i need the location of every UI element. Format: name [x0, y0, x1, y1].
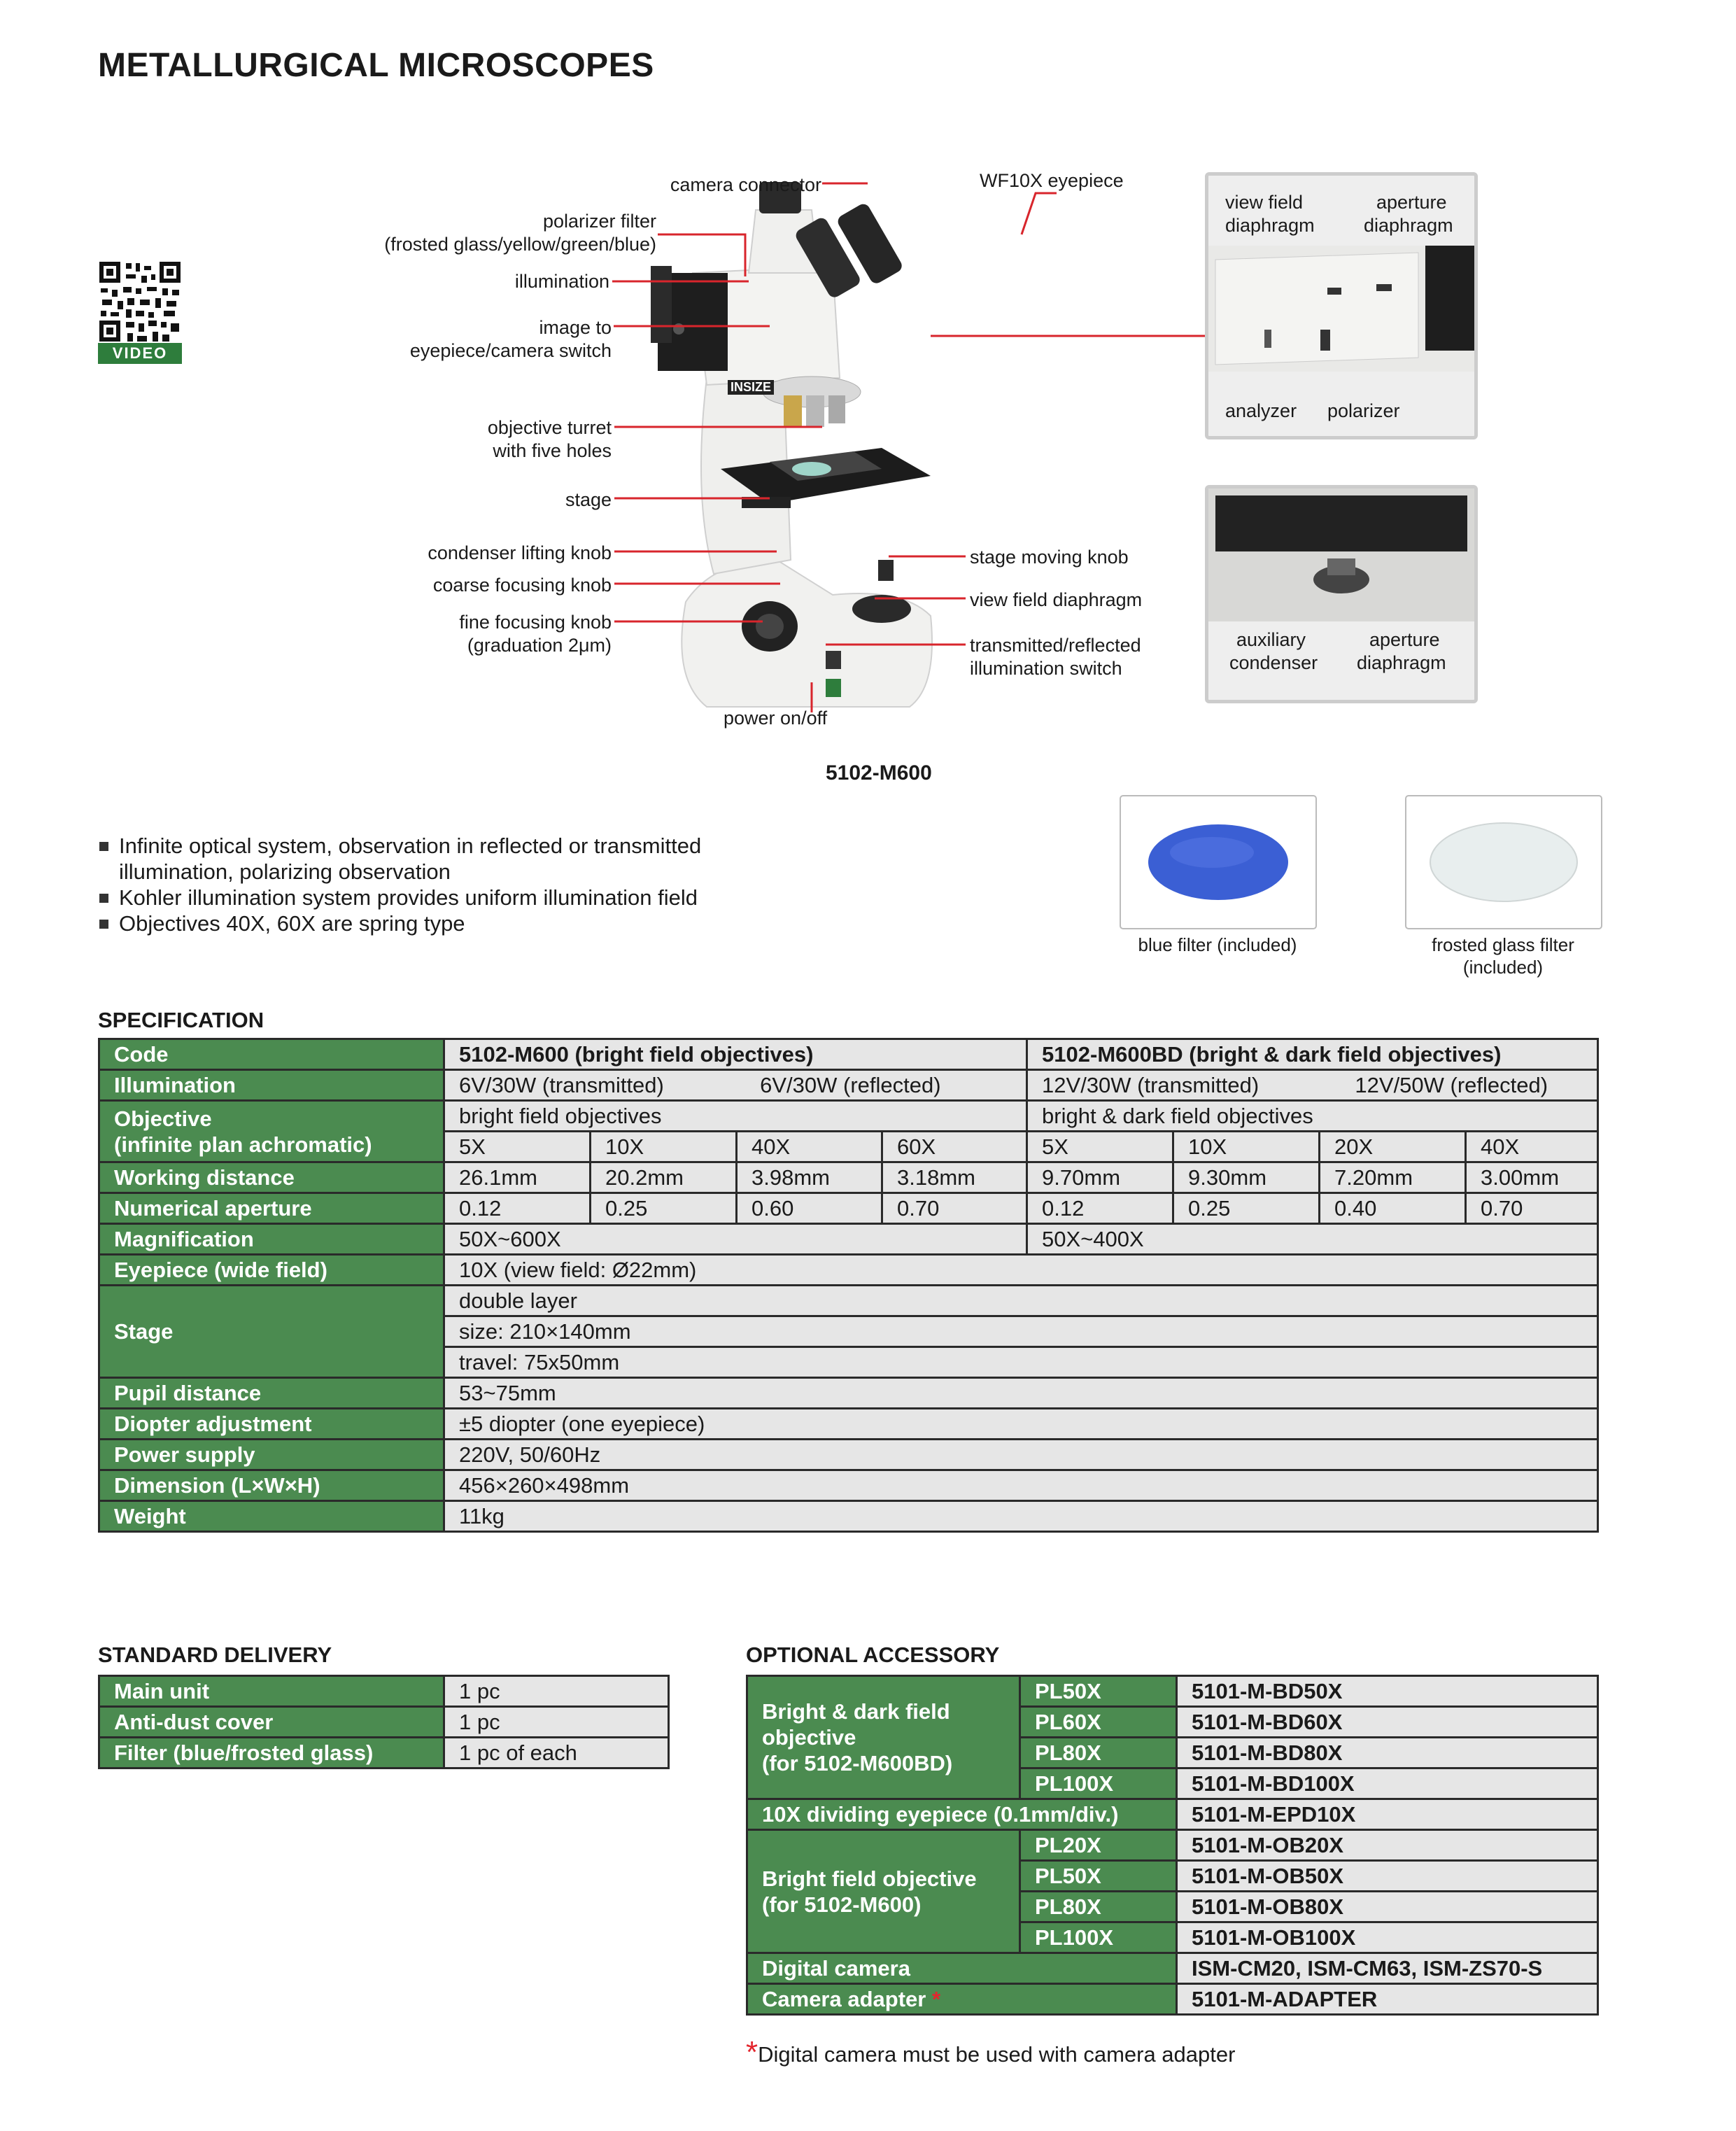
spec-label: Power supply — [99, 1440, 444, 1470]
accessory-code: 5101-M-OB20X — [1177, 1830, 1598, 1861]
accessory-code: 5101-M-EPD10X — [1177, 1799, 1598, 1830]
wd-cell: 9.70mm — [1027, 1162, 1173, 1193]
label-polarizer-filter-types: (frosted glass/yellow/green/blue) — [384, 234, 656, 255]
spec-value: size: 210×140mm — [444, 1316, 1598, 1347]
feature-item-continued: illumination, polarizing observation — [119, 859, 451, 884]
na-cell: 0.25 — [591, 1193, 737, 1224]
mag-cell: 5X — [1027, 1132, 1173, 1162]
accessory-objective: PL20X — [1020, 1830, 1177, 1861]
spec-row-magnification — [99, 1224, 1598, 1255]
delivery-table — [98, 1675, 670, 1769]
accessory-code: 5101-M-BD100X — [1177, 1768, 1598, 1799]
accessory-code: 5101-M-BD50X — [1177, 1676, 1598, 1707]
delivery-item: Filter (blue/frosted glass) — [99, 1738, 444, 1768]
accessory-code: 5101-M-BD80X — [1177, 1738, 1598, 1768]
accessory-objective: PL60X — [1020, 1707, 1177, 1738]
inset-label-condenser: condenser — [1229, 652, 1318, 673]
video-badge: VIDEO — [112, 344, 168, 362]
spec-label: Magnification — [99, 1224, 444, 1255]
spec-row-code — [99, 1039, 1598, 1070]
inset-bottom-photo — [1208, 488, 1474, 621]
spec-heading: SPECIFICATION — [98, 1008, 264, 1032]
bd-label-3: (for 5102-M600BD) — [762, 1751, 953, 1775]
spec-row-working-distance — [99, 1162, 1598, 1193]
wd-cell: 7.20mm — [1320, 1162, 1466, 1193]
model-caption: 5102-M600 — [826, 761, 932, 785]
spec-value: bright & dark field objectives — [1027, 1101, 1598, 1132]
spec-row-weight — [99, 1501, 1598, 1532]
label-camera-connector: camera connector — [670, 174, 821, 195]
accessory-objective: PL100X — [1020, 1768, 1177, 1799]
page-title: METALLURGICAL MICROSCOPES — [98, 47, 654, 84]
label-power-on-off: power on/off — [724, 708, 828, 729]
adapter-label: Camera adapter — [762, 1987, 926, 2011]
accessory-objective: PL50X — [1020, 1861, 1177, 1892]
spec-value: travel: 75x50mm — [444, 1347, 1598, 1378]
accessory-code: 5101-M-BD60X — [1177, 1707, 1598, 1738]
delivery-row — [99, 1707, 669, 1738]
spec-row-numerical-aperture — [99, 1193, 1598, 1224]
spec-value — [444, 1070, 1027, 1101]
accessory-code: 5101-M-OB100X — [1177, 1922, 1598, 1953]
accessory-row — [747, 1984, 1598, 2015]
objective-label-1: Objective — [114, 1106, 212, 1131]
spec-value: 11kg — [444, 1501, 1598, 1532]
spec-value: bright field objectives — [444, 1101, 1027, 1132]
spec-table — [98, 1038, 1599, 1533]
label-view-field-diaphragm: view field diaphragm — [970, 589, 1143, 610]
na-cell: 0.12 — [1027, 1193, 1173, 1224]
delivery-qty: 1 pc — [444, 1676, 669, 1707]
spec-label: Eyepiece (wide field) — [99, 1255, 444, 1286]
accessory-code: 5101-M-ADAPTER — [1177, 1984, 1598, 2015]
spec-row-power — [99, 1440, 1598, 1470]
accessory-row — [747, 1953, 1598, 1984]
label-transmitted-reflected-switch: transmitted/reflected — [970, 635, 1141, 656]
delivery-heading: STANDARD DELIVERY — [98, 1643, 332, 1667]
mag-cell: 10X — [591, 1132, 737, 1162]
spec-value: double layer — [444, 1286, 1598, 1316]
spec-row-pupil — [99, 1378, 1598, 1409]
accessory-table — [746, 1675, 1599, 2016]
na-cell: 0.70 — [1466, 1193, 1598, 1224]
accessory-code: ISM-CM20, ISM-CM63, ISM-ZS70-S — [1177, 1953, 1598, 1984]
inset-label-diaphragm-a: diaphragm — [1225, 215, 1315, 236]
inset-label-aperture: aperture — [1376, 192, 1447, 213]
label-image-switch-line2: eyepiece/camera switch — [409, 340, 612, 361]
mag-cell: 40X — [1466, 1132, 1598, 1162]
wd-cell: 3.00mm — [1466, 1162, 1598, 1193]
na-cell: 0.25 — [1173, 1193, 1320, 1224]
spec-row-dimension — [99, 1470, 1598, 1501]
accessory-row — [747, 1799, 1598, 1830]
wd-cell: 3.98mm — [737, 1162, 882, 1193]
mag-cell: 40X — [737, 1132, 882, 1162]
spec-value: 5102-M600 (bright field objectives) — [444, 1039, 1027, 1070]
wd-cell: 9.30mm — [1173, 1162, 1320, 1193]
label-illumination: illumination — [514, 271, 609, 292]
inset-top-photo — [1208, 246, 1474, 372]
feature-item: Objectives 40X, 60X are spring type — [98, 910, 701, 936]
frosted-glass-filter-image — [1405, 795, 1602, 929]
feature-list — [98, 833, 701, 936]
mag-cell: 5X — [444, 1132, 591, 1162]
inset-label-analyzer: analyzer — [1225, 400, 1297, 421]
illum-a-transmitted: 6V/30W (transmitted) — [459, 1073, 664, 1097]
objective-label-2: (infinite plan achromatic) — [114, 1132, 372, 1157]
label-fine-focusing-knob: fine focusing knob — [459, 612, 612, 633]
accessory-label — [747, 1984, 1177, 2015]
accessory-objective: PL50X — [1020, 1676, 1177, 1707]
label-image-switch: image to — [539, 317, 612, 338]
spec-row-objective — [99, 1101, 1598, 1132]
spec-row-diopter — [99, 1409, 1598, 1440]
delivery-row — [99, 1738, 669, 1768]
accessory-objective: PL80X — [1020, 1892, 1177, 1922]
accessory-group-label — [747, 1830, 1020, 1953]
delivery-qty: 1 pc — [444, 1707, 669, 1738]
spec-label: Dimension (L×W×H) — [99, 1470, 444, 1501]
inset-diaphragm-detail — [1205, 172, 1478, 439]
spec-label: Working distance — [99, 1162, 444, 1193]
brand-mark: INSIZE — [728, 380, 774, 395]
wd-cell: 3.18mm — [882, 1162, 1027, 1193]
feature-item: Infinite optical system, observation in reflected or transmitted — [98, 833, 701, 859]
spec-label: Illumination — [99, 1070, 444, 1101]
delivery-qty: 1 pc of each — [444, 1738, 669, 1768]
spec-label: Weight — [99, 1501, 444, 1532]
accessory-code: 5101-M-OB50X — [1177, 1861, 1598, 1892]
mag-cell: 60X — [882, 1132, 1027, 1162]
spec-label: Pupil distance — [99, 1378, 444, 1409]
accessory-code: 5101-M-OB80X — [1177, 1892, 1598, 1922]
spec-value — [1027, 1070, 1598, 1101]
label-coarse-focusing-knob: coarse focusing knob — [432, 575, 612, 596]
accessory-group-label — [747, 1676, 1020, 1799]
na-cell: 0.12 — [444, 1193, 591, 1224]
inset-label-view-field: view field — [1225, 192, 1304, 213]
wd-cell: 26.1mm — [444, 1162, 591, 1193]
footnote-asterisk: * — [746, 2035, 758, 2069]
inset-label-auxiliary: auxiliary — [1236, 629, 1306, 650]
accessory-label: 10X dividing eyepiece (0.1mm/div.) — [747, 1799, 1177, 1830]
na-cell: 0.40 — [1320, 1193, 1466, 1224]
label-wf10x-eyepiece: WF10X eyepiece — [980, 170, 1124, 191]
accessory-label: Digital camera — [747, 1953, 1177, 1984]
mag-cell: 10X — [1173, 1132, 1320, 1162]
delivery-item: Main unit — [99, 1676, 444, 1707]
spec-row-eyepiece — [99, 1255, 1598, 1286]
spec-value: 50X~400X — [1027, 1224, 1598, 1255]
blue-filter-image — [1120, 795, 1317, 929]
delivery-item: Anti-dust cover — [99, 1707, 444, 1738]
label-illumination-switch: illumination switch — [970, 658, 1122, 679]
inset-label-diaphragm-c: diaphragm — [1357, 652, 1446, 673]
label-objective-turret-line2: with five holes — [493, 440, 612, 461]
accessory-row — [747, 1830, 1598, 1861]
illum-b-reflected: 12V/50W (reflected) — [1355, 1073, 1548, 1097]
spec-label: Code — [99, 1039, 444, 1070]
label-fine-focusing-graduation: (graduation 2μm) — [467, 635, 612, 656]
frosted-filter-caption-1: frosted glass filter — [1432, 934, 1574, 955]
bd-label-2: objective — [762, 1725, 856, 1750]
inset-label-aperture-b: aperture — [1369, 629, 1440, 650]
illum-b-transmitted: 12V/30W (transmitted) — [1042, 1073, 1259, 1097]
spec-value: 5102-M600BD (bright & dark field objectives) — [1027, 1039, 1598, 1070]
spec-row-illumination — [99, 1070, 1598, 1101]
bf-label-1: Bright field objective — [762, 1866, 977, 1891]
inset-label-diaphragm-b: diaphragm — [1364, 215, 1453, 236]
spec-value: ±5 diopter (one eyepiece) — [444, 1409, 1598, 1440]
spec-row-stage — [99, 1286, 1598, 1316]
accessory-heading: OPTIONAL ACCESSORY — [746, 1643, 1000, 1667]
inset-condenser-detail — [1205, 485, 1478, 703]
label-polarizer-filter: polarizer filter — [542, 211, 656, 232]
footnote-text: Digital camera must be used with camera adapter — [758, 2042, 1236, 2067]
spec-value: 220V, 50/60Hz — [444, 1440, 1598, 1470]
adapter-asterisk: * — [931, 1987, 941, 2011]
spec-value: 53~75mm — [444, 1378, 1598, 1409]
na-cell: 0.70 — [882, 1193, 1027, 1224]
label-stage-moving-knob: stage moving knob — [970, 547, 1129, 568]
spec-label: Stage — [99, 1286, 444, 1378]
inset-label-polarizer: polarizer — [1327, 400, 1400, 421]
spec-label — [99, 1101, 444, 1162]
accessory-objective: PL100X — [1020, 1922, 1177, 1953]
spec-value: 10X (view field: Ø22mm) — [444, 1255, 1598, 1286]
wd-cell: 20.2mm — [591, 1162, 737, 1193]
spec-value: 50X~600X — [444, 1224, 1027, 1255]
label-condenser-lifting-knob: condenser lifting knob — [428, 542, 612, 563]
na-cell: 0.60 — [737, 1193, 882, 1224]
accessory-footnote — [746, 2035, 1236, 2069]
delivery-row — [99, 1676, 669, 1707]
frosted-filter-caption-2: (included) — [1462, 957, 1544, 978]
label-stage: stage — [565, 489, 612, 510]
illum-a-reflected: 6V/30W (reflected) — [760, 1073, 941, 1097]
blue-filter-caption: blue filter (included) — [1138, 934, 1297, 955]
accessory-row — [747, 1676, 1598, 1707]
spec-label: Diopter adjustment — [99, 1409, 444, 1440]
spec-label: Numerical aperture — [99, 1193, 444, 1224]
spec-value: 456×260×498mm — [444, 1470, 1598, 1501]
bd-label-1: Bright & dark field — [762, 1699, 950, 1724]
bf-label-2: (for 5102-M600) — [762, 1892, 922, 1917]
accessory-objective: PL80X — [1020, 1738, 1177, 1768]
label-objective-turret: objective turret — [487, 417, 612, 438]
mag-cell: 20X — [1320, 1132, 1466, 1162]
feature-item: Kohler illumination system provides uniform illumination field — [98, 885, 701, 910]
